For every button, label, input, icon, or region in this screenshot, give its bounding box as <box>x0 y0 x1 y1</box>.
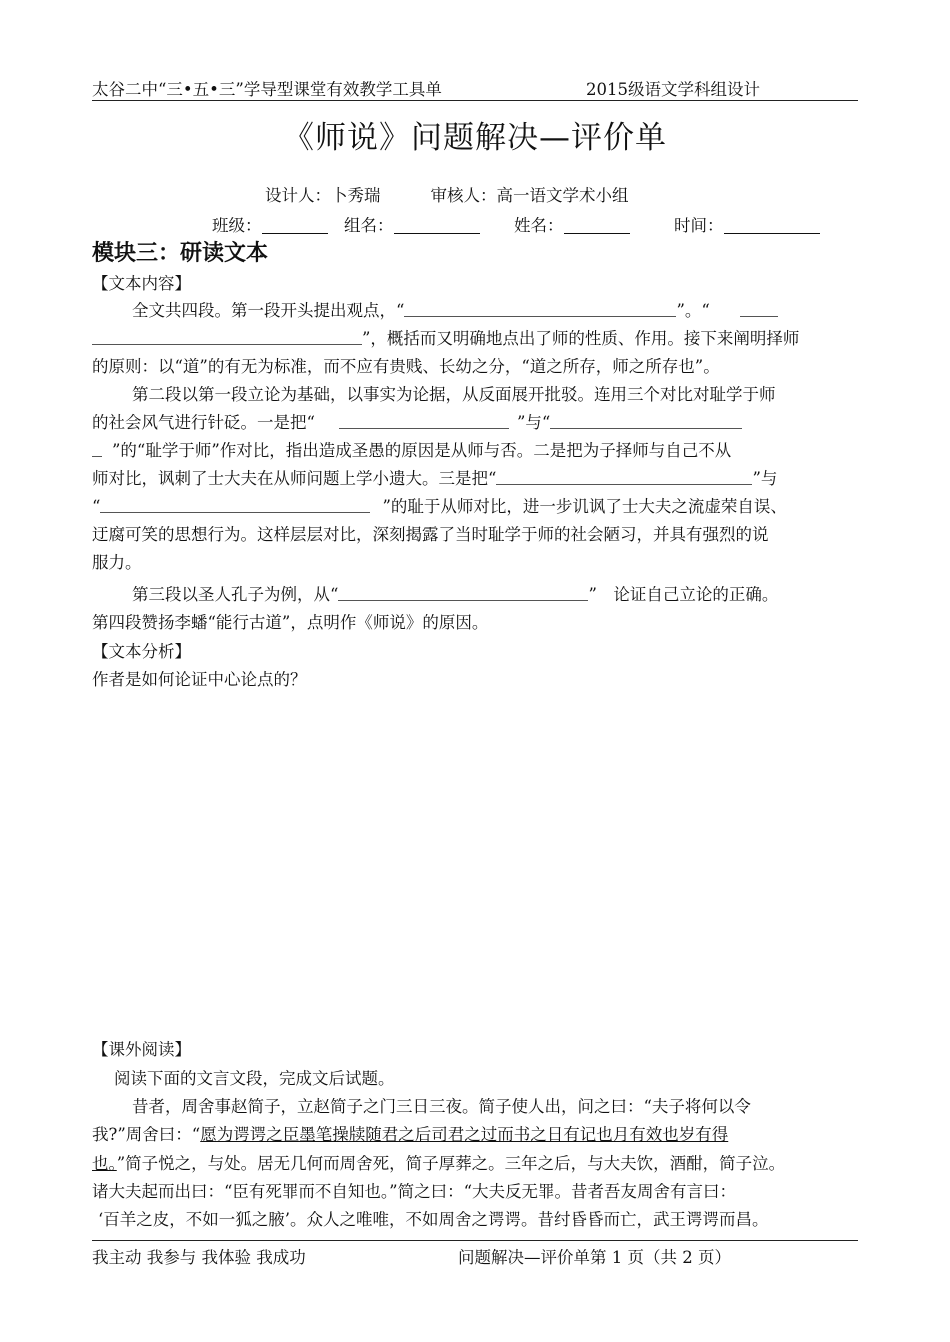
text-analysis-heading: 【文本分析】 <box>92 642 191 661</box>
fill-blank[interactable] <box>338 586 588 601</box>
module-title: 模块三：研读文本 <box>92 241 269 266</box>
fill-blank[interactable] <box>339 414 509 429</box>
class-label: 班级： <box>212 216 262 235</box>
fill-blank[interactable] <box>496 470 752 485</box>
group-label: 组名： <box>344 216 394 235</box>
underlined-passage: 也。 <box>92 1154 117 1173</box>
page-title: 《师说》问题解决—评价单 <box>283 120 667 156</box>
paragraph-line: 师对比，讽刺了士大夫在从师问题上学小遗大。三是把“ ”与 <box>92 469 778 488</box>
time-field[interactable] <box>724 217 820 234</box>
paragraph-line: ”，概括而又明确地点出了师的性质、作用。接下来阐明择师 <box>92 325 799 349</box>
meta-student-info <box>212 212 820 236</box>
header-designer-group: 2015级语文学科组设计 <box>586 80 760 99</box>
paragraph-line: 迂腐可笑的思想行为。这样层层对比，深刻揭露了当时耻学于师的社会陋习，并具有强烈的说 <box>92 525 769 544</box>
passage-line: ‘百羊之皮，不如一狐之腋’。众人之唯唯，不如周舍之谔谔。昔纣昏昏而亡，武王谔谔而昌。 <box>98 1210 769 1229</box>
paragraph-line: “ ”的耻于从师对比，进一步讥讽了士大夫之流虚荣自误、 <box>92 497 787 516</box>
paragraph-line: 第二段以第一段立论为基础，以事实为论据，从反面展开批驳。连用三个对比对耻学于师 <box>132 385 776 404</box>
passage-line: 也。”简子悦之，与处。居无几何而周舍死，简子厚葬之。三年之后，与大夫饮，酒酣，简子泣。 <box>92 1154 786 1173</box>
paragraph-line: 全文共四段。第一段开头提出观点，“ ”。“ <box>132 297 778 321</box>
class-field[interactable] <box>262 217 328 234</box>
group-field[interactable] <box>394 217 480 234</box>
underlined-passage: 愿为谔谔之臣墨笔操牍随君之后司君之过而书之日有记也月有效也岁有得 <box>200 1125 729 1144</box>
meta-authors <box>265 182 629 206</box>
fill-blank[interactable] <box>550 414 742 429</box>
reviewer-label: 审核人：高一语文学术小组 <box>430 186 629 205</box>
passage-line: 我?”周舍曰：“愿为谔谔之臣墨笔操牍随君之后司君之过而书之日有记也月有效也岁有得 <box>92 1125 729 1144</box>
extra-reading-heading: 【课外阅读】 <box>92 1040 191 1059</box>
paragraph-line: 第四段赞扬李蟠“能行古道”，点明作《师说》的原因。 <box>92 613 489 632</box>
fill-blank[interactable] <box>404 302 676 317</box>
header-school: 太谷二中“三•五•三”学导型课堂有效教学工具单 <box>92 80 442 99</box>
footer-motto: 我主动 我参与 我体验 我成功 <box>92 1248 306 1267</box>
passage-line: 诸大夫起而出曰：“臣有死罪而不自知也。”简之曰：“大夫反无罪。昔者吾友周舍有言曰： <box>92 1182 737 1201</box>
paragraph-line: 的社会风气进行针砭。一是把“ ”与“ <box>92 409 742 433</box>
designer-label: 设计人：卜秀瑞 <box>265 186 381 205</box>
paragraph-line: 服力。 <box>92 553 142 572</box>
fill-blank[interactable] <box>740 302 778 317</box>
text-content-heading: 【文本内容】 <box>92 274 191 293</box>
time-label: 时间： <box>674 216 724 235</box>
paragraph-line: 的原则：以“道”的有无为标准，而不应有贵贱、长幼之分，“道之所存，师之所存也”。 <box>92 357 720 376</box>
answer-area[interactable] <box>92 694 858 1024</box>
passage-line: 昔者，周舍事赵简子，立赵简子之门三日三夜。简子使人出，问之曰：“夫子将何以令 <box>132 1097 751 1116</box>
page-header <box>92 74 858 101</box>
fill-blank[interactable] <box>100 498 370 513</box>
paragraph-line: 第三段以圣人孔子为例，从“ ” 论证自己立论的正确。 <box>132 585 779 604</box>
name-field[interactable] <box>564 217 630 234</box>
paragraph-line: ”的“耻学于师”作对比，指出造成圣愚的原因是从师与否。二是把为子择师与自己不从 <box>92 437 731 461</box>
fill-blank[interactable] <box>92 442 102 457</box>
fill-blank[interactable] <box>92 330 362 345</box>
analysis-question: 作者是如何论证中心论点的？ <box>92 670 307 689</box>
footer-page-number: 问题解决—评价单第 1 页（共 2 页） <box>458 1248 731 1267</box>
reading-instruction: 阅读下面的文言文段，完成文后试题。 <box>114 1069 395 1088</box>
page-footer <box>92 1240 858 1271</box>
name-label: 姓名： <box>514 216 564 235</box>
